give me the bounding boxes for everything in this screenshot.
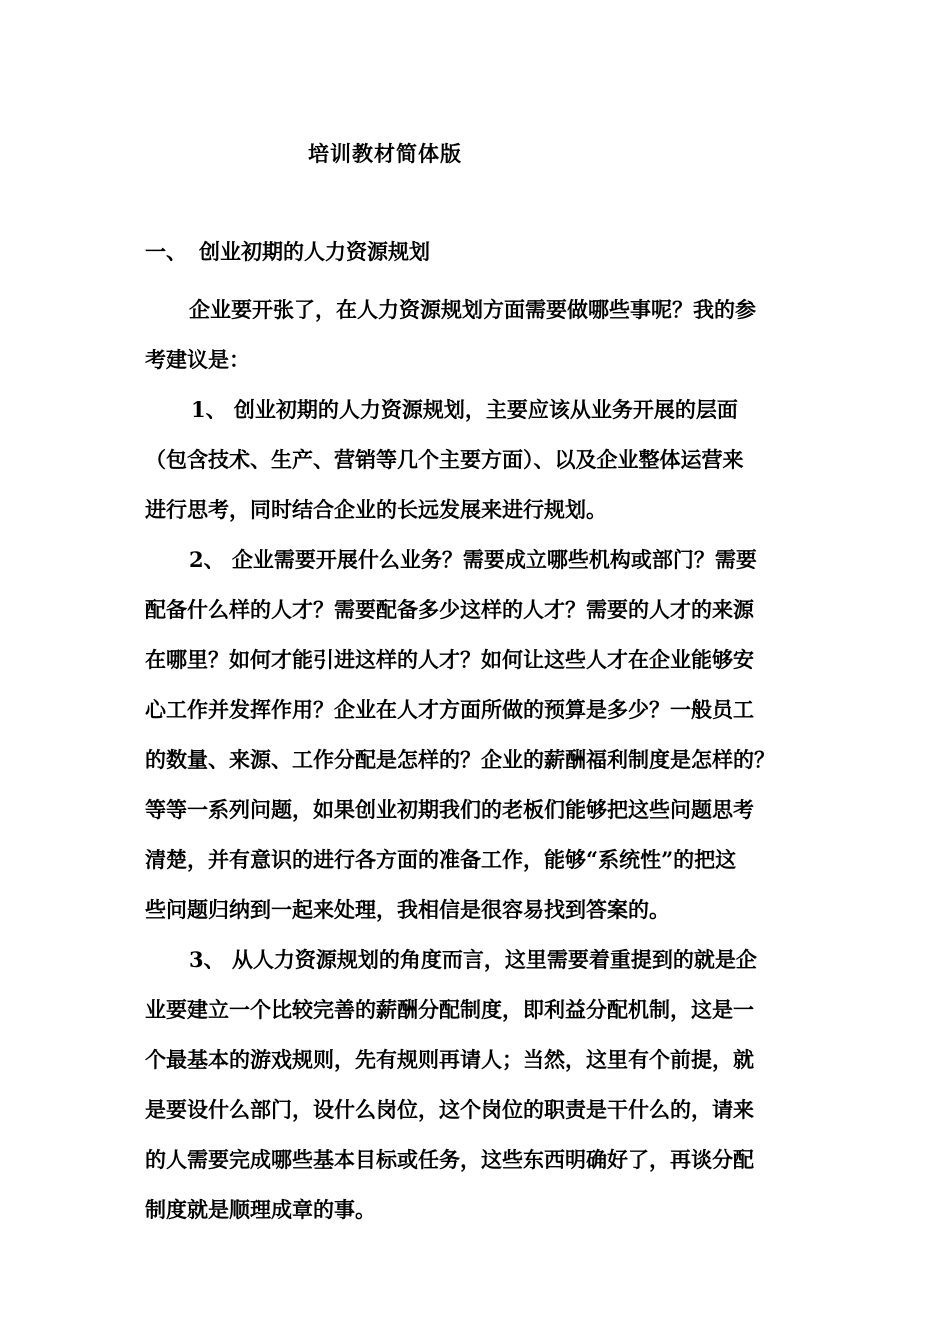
section-heading-text: 创业初期的人力资源规划 xyxy=(199,239,430,264)
paragraph-line: 进行思考，同时结合企业的长远发展来进行规划。 xyxy=(145,497,607,522)
paragraph-line: 考建议是： xyxy=(145,347,250,372)
list-item-1 xyxy=(145,385,813,535)
paragraph-line: 企业要开张了，在人力资源规划方面需要做哪些事呢？我的参 xyxy=(189,297,756,322)
list-item-3 xyxy=(145,935,813,1235)
section-number: 一、 xyxy=(145,239,187,264)
paragraph-line: 的数量、来源、工作分配是怎样的？企业的薪酬福利制度是怎样的？ xyxy=(145,747,775,772)
paragraph-line: 1、 创业初期的人力资源规划，主要应该从业务开展的层面 xyxy=(191,397,738,422)
paragraph-line: 配备什么样的人才？需要配备多少这样的人才？需要的人才的来源 xyxy=(145,597,754,622)
paragraph-line: 3、 从人力资源规划的角度而言，这里需要着重提到的就是企 xyxy=(189,947,757,972)
paragraph-line: 个最基本的游戏规则，先有规则再请人；当然，这里有个前提，就 xyxy=(145,1047,754,1072)
paragraph-line: 等等一系列问题，如果创业初期我们的老板们能够把这些问题思考 xyxy=(145,797,754,822)
paragraph-line: 在哪里？如何才能引进这样的人才？如何让这些人才在企业能够安 xyxy=(145,647,754,672)
intro-paragraph xyxy=(145,285,813,385)
paragraph-line: 清楚，并有意识的进行各方面的准备工作，能够“系统性”的把这 xyxy=(145,847,737,872)
paragraph-line: 是要设什么部门，设什么岗位，这个岗位的职责是干什么的，请来 xyxy=(145,1097,754,1122)
paragraph-line: 的人需要完成哪些基本目标或任务，这些东西明确好了，再谈分配 xyxy=(145,1147,754,1172)
document-title: 培训教材简体版 xyxy=(308,141,462,166)
paragraph-line: （包含技术、生产、营销等几个主要方面）、以及企业整体运营来 xyxy=(145,447,744,472)
paragraph-line: 业要建立一个比较完善的薪酬分配制度，即利益分配机制，这是一 xyxy=(145,997,754,1022)
paragraph-line: 心工作并发挥作用？企业在人才方面所做的预算是多少？一般员工 xyxy=(145,697,754,722)
section-heading xyxy=(145,236,430,266)
paragraph-line: 些问题归纳到一起来处理，我相信是很容易找到答案的。 xyxy=(145,897,670,922)
paragraph-line: 制度就是顺理成章的事。 xyxy=(145,1197,376,1222)
list-item-2 xyxy=(145,535,813,935)
paragraph-line: 2、 企业需要开展什么业务？需要成立哪些机构或部门？需要 xyxy=(189,547,757,572)
